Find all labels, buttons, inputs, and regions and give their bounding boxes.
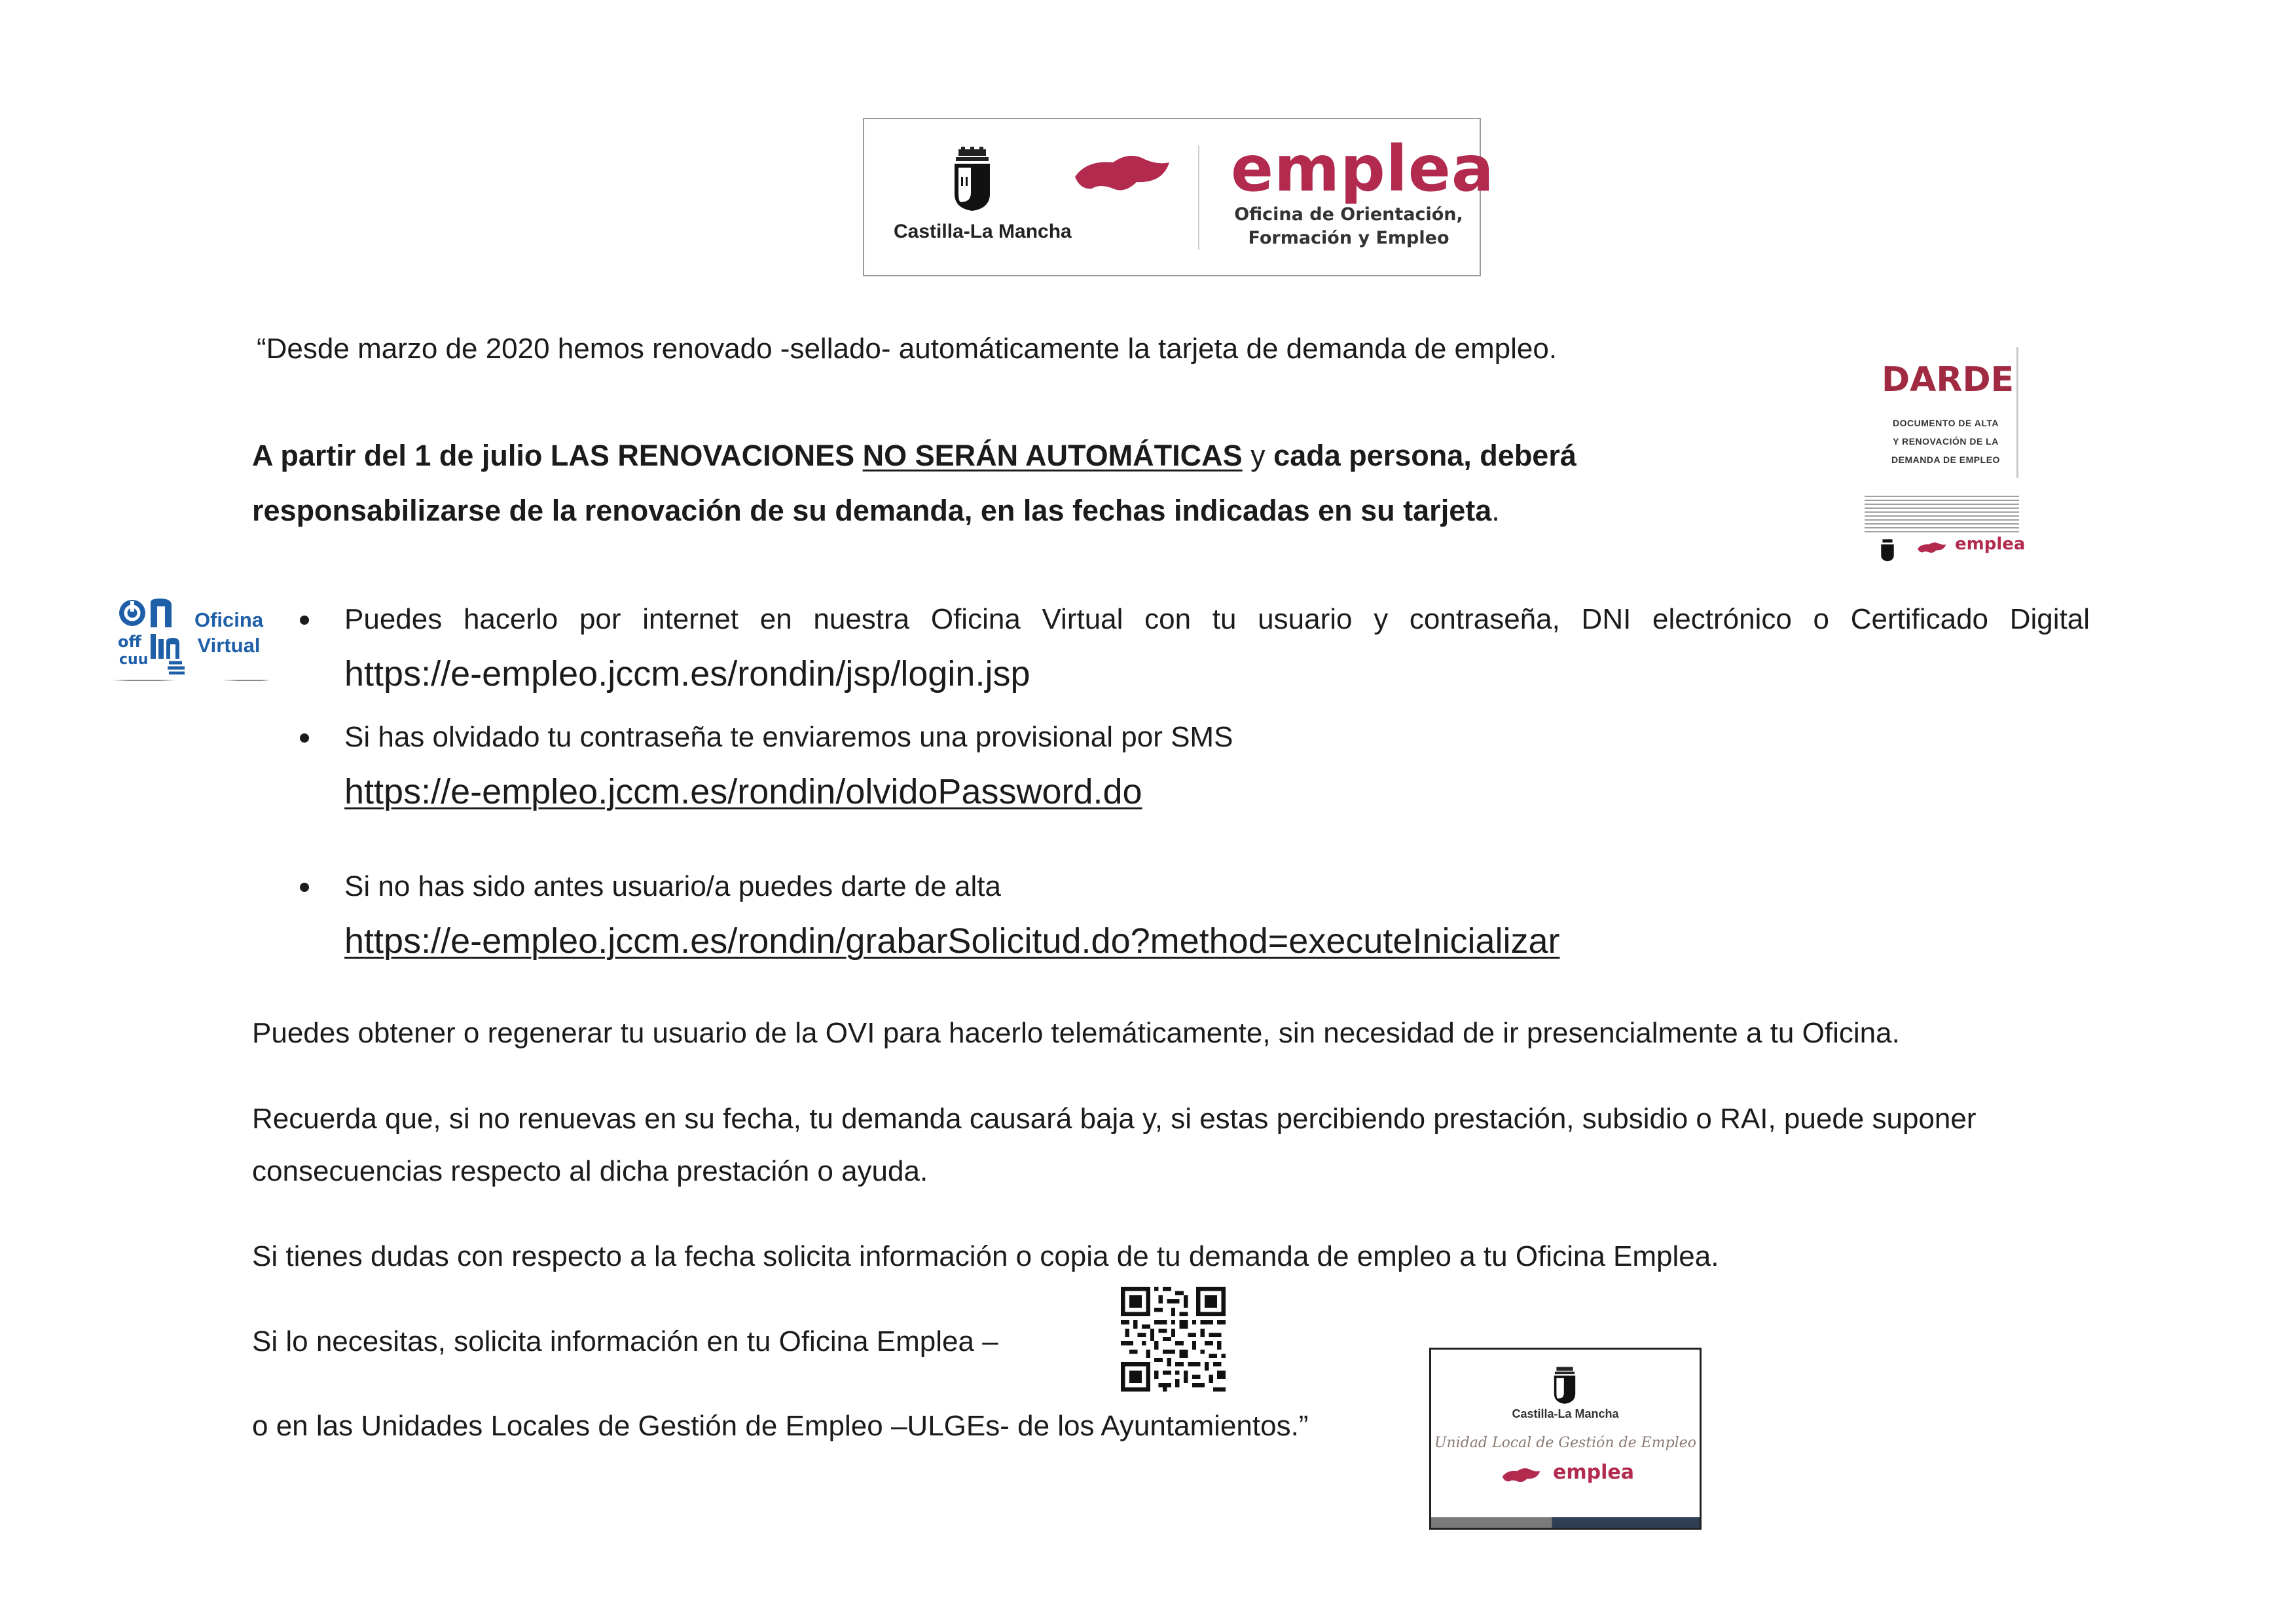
oficina-virtual-badge (113, 596, 283, 688)
castilla-la-mancha-crest-icon (1879, 538, 1896, 565)
bullet-text-forgot: Si has olvidado tu contraseña te enviaremos una provisional por SMS (344, 721, 1233, 753)
notice-line-1 (252, 437, 1576, 474)
notice-line2-bold: responsabilizarse de la renovación de su demanda, en las fechas indicadas en su tarjeta (252, 494, 1492, 527)
darde-card (1865, 347, 2026, 563)
darde-sub-line2: Y RENOVACIÓN DE LA (1893, 436, 1999, 447)
emplea-swoosh-icon (1074, 151, 1172, 206)
bullet-marker (300, 883, 309, 892)
need-info-paragraph: Si lo necesitas, solicita información en tu Oficina Emplea – (252, 1325, 998, 1357)
oficina-virtual-line2: Virtual (197, 633, 261, 657)
emplea-swoosh-icon (1917, 541, 1947, 560)
header-logo (863, 118, 1495, 276)
emplea-subtitle-line2: Formación y Empleo (1248, 228, 1449, 249)
bullet-marker (300, 616, 309, 625)
reminder-paragraph-line1: Recuerda que, si no renuevas en su fecha, tu demanda causará baja y, si estas percibiendo prestación, subsidio o RAI, puede suponer (252, 1103, 1977, 1135)
ulge-card-footer-bar (1431, 1517, 1700, 1528)
forgot-password-url-link[interactable]: https://e-empleo.jccm.es/rondin/olvidoPassword.do (344, 772, 1142, 811)
notice-line2-end: . (1491, 494, 1500, 527)
qr-code-icon[interactable] (1121, 1287, 1226, 1392)
reminder-paragraph-line2: consecuencias respecto al dicha prestación o ayuda. (252, 1155, 928, 1187)
intro-text: “Desde marzo de 2020 hemos renovado -sellado- automáticamente la tarjeta de demanda de empleo. (257, 333, 1558, 365)
svg-text:cuu: cuu (119, 652, 149, 668)
darde-sub-line3: DEMANDA DE EMPLEO (1891, 454, 2000, 465)
darde-subtitle (1880, 414, 2011, 469)
ovi-paragraph: Puedes obtener o regenerar tu usuario de la OVI para hacerlo telemáticamente, sin necesidad de ir presencialmente a tu Oficina. (252, 1017, 1900, 1049)
emplea-subtitle-line1: Oficina de Orientación, (1234, 204, 1463, 225)
castilla-la-mancha-crest-icon (949, 147, 995, 215)
darde-fine-print (1865, 494, 2019, 532)
ulge-unit-label: Unidad Local de Gestión de Empleo (1434, 1435, 1696, 1451)
online-power-icon (117, 596, 189, 678)
castilla-la-mancha-crest-icon (1550, 1365, 1579, 1408)
ulge-region-label: Castilla-La Mancha (1512, 1407, 1619, 1420)
oficina-virtual-line1: Oficina (194, 608, 264, 631)
notice-line-2 (252, 492, 1500, 529)
darde-title: DARDE (1882, 360, 2014, 399)
darde-emplea-brand: emplea (1955, 534, 2026, 554)
notice-part1: A partir del 1 de julio LAS RENOVACIONES (252, 439, 863, 472)
bullet-text-login: Puedes hacerlo por internet en nuestra Oficina Virtual con tu usuario y contraseña, DNI electrónico o Certificado Digital (344, 603, 2090, 635)
svg-text:off: off (118, 633, 141, 651)
register-url-link[interactable]: https://e-empleo.jccm.es/rondin/grabarSolicitud.do?method=executeInicializar (344, 921, 1560, 961)
ulge-card (1429, 1348, 1702, 1530)
castilla-la-mancha-label: Castilla-La Mancha (894, 221, 1072, 242)
oficina-virtual-label (194, 608, 263, 659)
notice-underlined: NO SERÁN AUTOMÁTICAS (862, 439, 1243, 472)
ulge-paragraph: o en las Unidades Locales de Gestión de Empleo –ULGEs- de los Ayuntamientos.” (252, 1410, 1309, 1442)
bullet-text-register: Si no has sido antes usuario/a puedes darte de alta (344, 870, 1001, 902)
emplea-subtitle (1231, 203, 1467, 251)
ulge-emplea-brand: emplea (1553, 1461, 1634, 1484)
darde-sub-line1: DOCUMENTO DE ALTA (1893, 418, 1999, 428)
bullet-marker (300, 733, 309, 743)
online-badge-rule (113, 680, 270, 681)
emplea-brand: emplea (1231, 132, 1495, 206)
doubts-paragraph: Si tienes dudas con respecto a la fecha solicita información o copia de tu demanda de empleo a tu Oficina Emplea. (252, 1240, 1719, 1272)
notice-part3: cada persona, deberá (1273, 439, 1576, 472)
notice-part2: y (1242, 439, 1274, 472)
login-url-link[interactable]: https://e-empleo.jccm.es/rondin/jsp/login.jsp (344, 654, 1030, 693)
emplea-swoosh-icon (1502, 1466, 1541, 1490)
header-divider (1198, 145, 1199, 250)
